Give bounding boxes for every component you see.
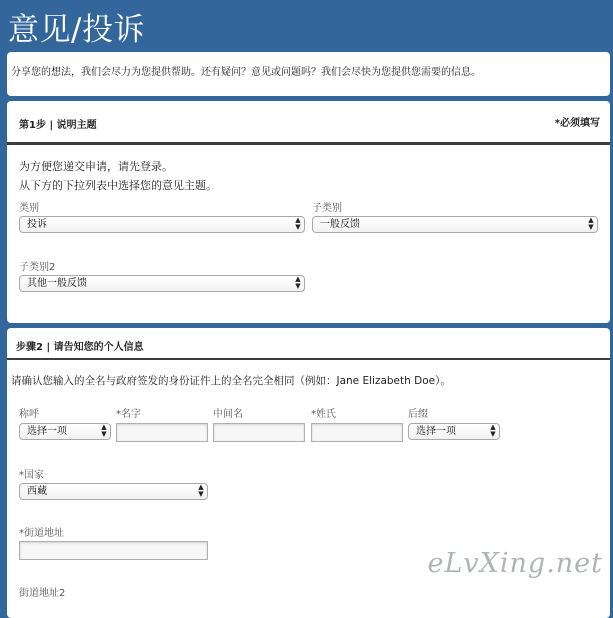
salutation-select-value: 选择一项	[27, 426, 67, 437]
select-updown-arrows-icon: ▲ ▼	[295, 275, 301, 290]
select-prompt: 从下方的下拉列表中选择您的意见主题。	[19, 179, 217, 192]
select-updown-arrows-icon: ▲ ▼	[198, 483, 204, 498]
step1-header	[7, 101, 610, 145]
country-select-value: 西藏	[27, 486, 47, 497]
select-updown-arrows-icon: ▲ ▼	[588, 216, 594, 231]
subcategory-select[interactable]	[312, 216, 598, 233]
category-select[interactable]	[19, 216, 305, 233]
category-select-value: 投诉	[27, 219, 47, 230]
street1-label: *街道地址	[19, 528, 64, 539]
suffix-label: 后缀	[408, 409, 428, 420]
first-name-input[interactable]	[116, 423, 208, 442]
middle-name-label: 中间名	[213, 409, 243, 420]
intro-text: 分享您的想法，我们会尽力为您提供帮助。还有疑问？意见或问题吗？我们会尽快为您提供您需要的信息。	[11, 67, 481, 78]
first-name-label: *名字	[116, 409, 141, 420]
suffix-select-value: 选择一项	[416, 426, 456, 437]
select-updown-arrows-icon: ▲ ▼	[101, 423, 107, 438]
watermark-logo: eLvXing.net	[427, 548, 603, 579]
country-label: *国家	[19, 470, 44, 481]
subcategory2-select-value: 其他一般反馈	[27, 278, 87, 289]
step2-header	[7, 328, 610, 360]
subcategory2-select[interactable]	[19, 275, 305, 292]
salutation-label: 称呼	[19, 409, 39, 420]
country-select[interactable]	[19, 483, 208, 500]
subcategory2-label: 子类别2	[19, 262, 56, 273]
category-label: 类别	[19, 203, 39, 214]
last-name-label: *姓氏	[311, 409, 336, 420]
select-updown-arrows-icon: ▲ ▼	[490, 423, 496, 438]
suffix-select[interactable]	[408, 423, 500, 440]
name-instruction: 请确认您输入的全名与政府签发的身份证件上的全名完全相同（例如：Jane Elizabeth Doe）。	[11, 375, 451, 387]
page-title: 意见/投诉	[8, 12, 145, 48]
last-name-input[interactable]	[311, 423, 403, 442]
subcategory-label: 子类别	[312, 203, 342, 214]
middle-name-input[interactable]	[213, 423, 305, 442]
salutation-select[interactable]	[19, 423, 111, 440]
street1-input[interactable]	[19, 541, 208, 560]
select-updown-arrows-icon: ▲ ▼	[295, 216, 301, 231]
street2-label: 街道地址2	[19, 588, 66, 599]
step1-section	[7, 101, 610, 323]
login-prompt: 为方便您递交申请，请先登录。	[19, 160, 173, 173]
intro-card	[7, 52, 610, 96]
subcategory-select-value: 一般反馈	[320, 219, 360, 230]
required-note: *必须填写	[554, 118, 600, 129]
step1-title: 第1步 | 说明主题	[19, 120, 97, 131]
step2-title: 步骤2 | 请告知您的个人信息	[16, 342, 144, 353]
